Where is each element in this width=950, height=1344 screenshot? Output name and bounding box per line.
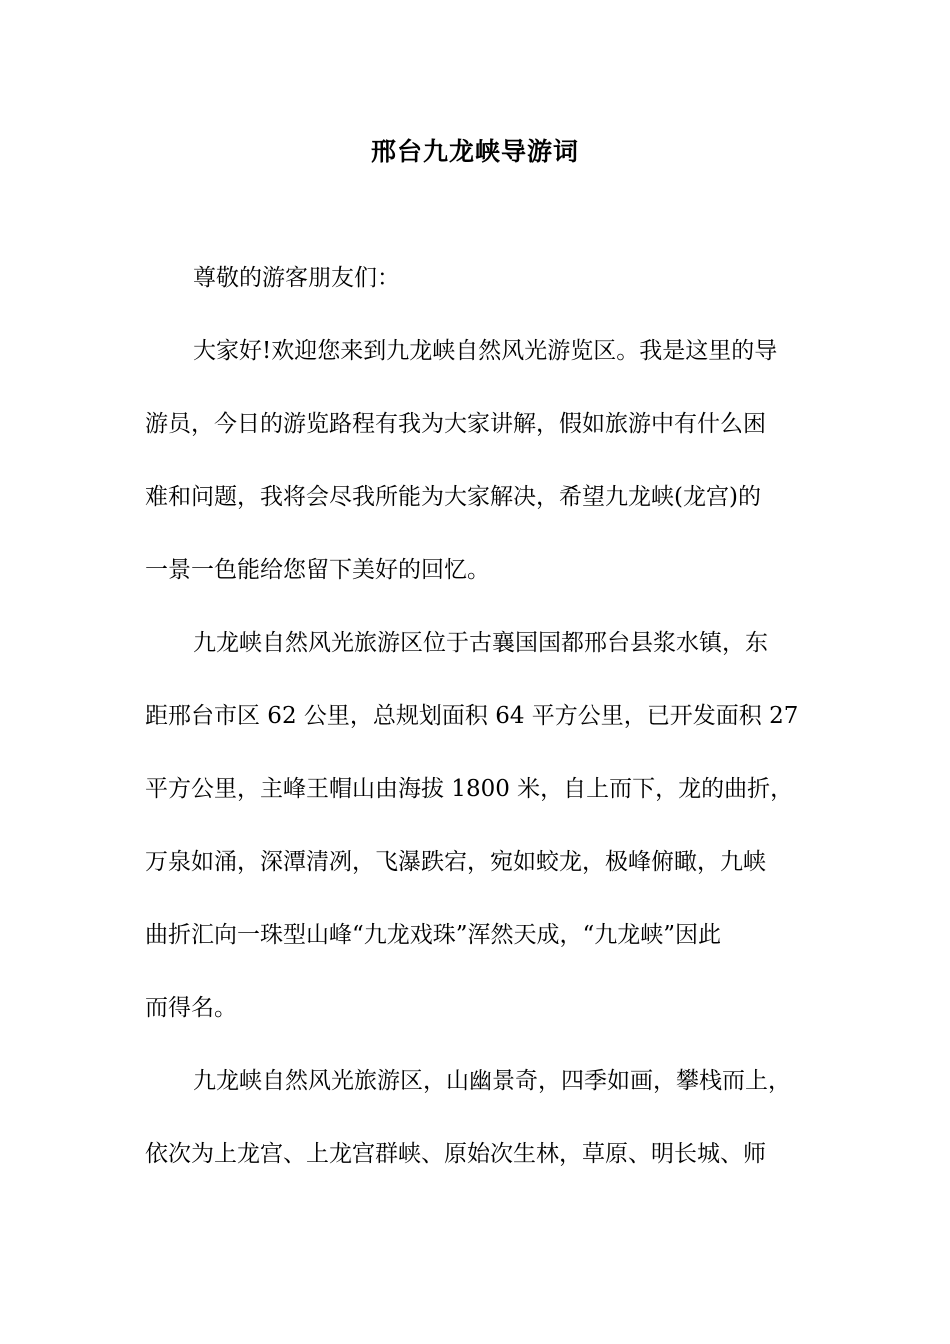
text-line: 大家好!欢迎您来到九龙峡自然风光游览区。我是这里的导 [193, 338, 778, 364]
text-line: 万泉如涌，深潭清冽，飞瀑跌宕，宛如蛟龙，极峰俯瞰，九峡 [145, 849, 766, 875]
text-line: 九龙峡自然风光旅游区位于古襄国国都邢台县浆水镇，东 [193, 630, 768, 656]
text-line: 游员，今日的游览路程有我为大家讲解，假如旅游中有什么困 [145, 411, 766, 437]
text-line: 依次为上龙宫、上龙宫群峡、原始次生林，草原、明长城、师 [145, 1141, 766, 1167]
text-line: 一景一色能给您留下美好的回忆。 [145, 557, 490, 583]
text-line: 难和问题，我将会尽我所能为大家解决，希望九龙峡(龙宫)的 [145, 484, 761, 510]
text-line: 九龙峡自然风光旅游区，山幽景奇，四季如画，攀栈而上， [193, 1068, 791, 1094]
text-line: 平方公里，主峰王帽山由海拔 1800 米，自上而下，龙的曲折， [145, 776, 794, 802]
document-title: 邢台九龙峡导游词 [370, 137, 579, 166]
text-line: 而得名。 [145, 995, 237, 1021]
text-line: 曲折汇向一珠型山峰“九龙戏珠”浑然天成，“九龙峡”因此 [145, 922, 722, 948]
text-line: 尊敬的游客朋友们： [193, 265, 400, 291]
text-line: 距邢台市区 62 公里，总规划面积 64 平方公里，已开发面积 27 [145, 703, 799, 729]
document-body [145, 252, 810, 1201]
